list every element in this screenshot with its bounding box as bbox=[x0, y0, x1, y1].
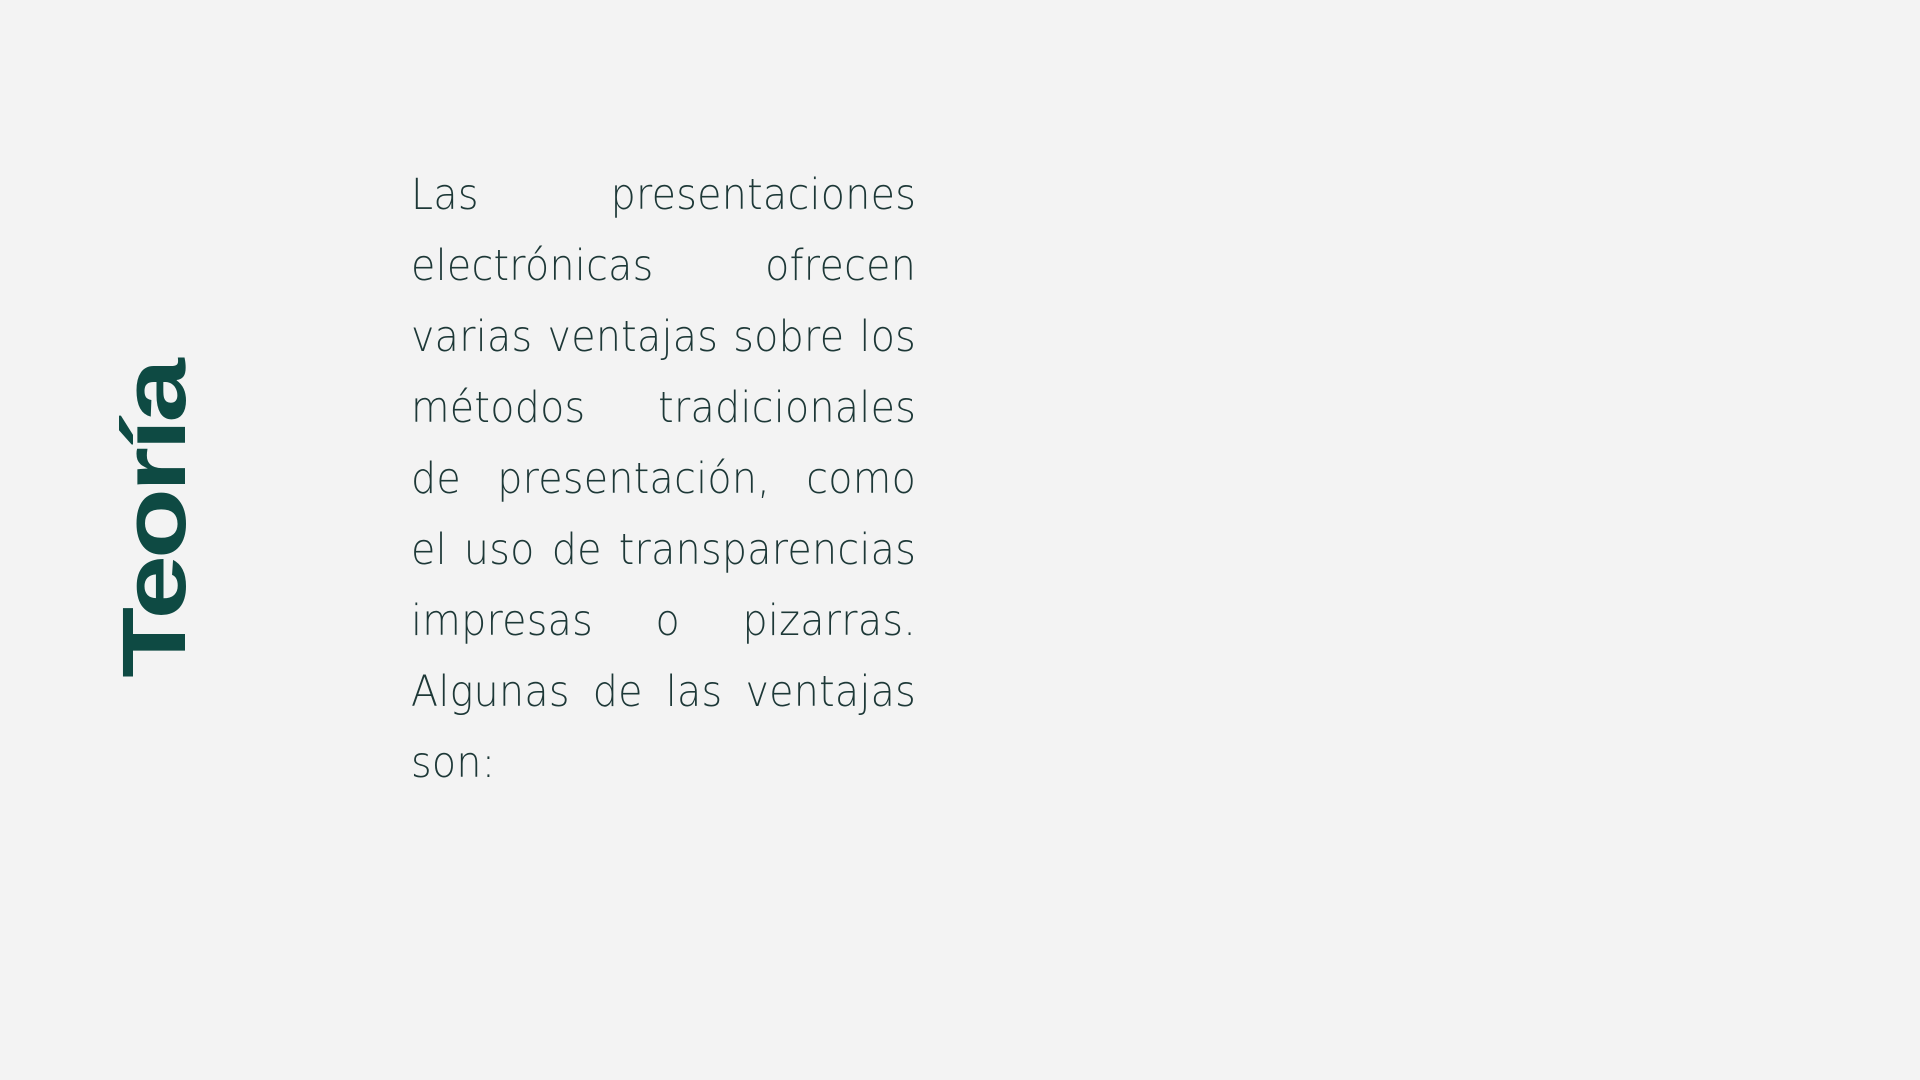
slide-title: Teoría bbox=[103, 362, 205, 678]
body-paragraph: Las presentaciones electrónicas ofrecen varias ventajas sobre los métodos tradicionales de presentación, como el uso de transparencias impresas o pizarras. Algunas de las ventajas son: bbox=[411, 170, 917, 788]
